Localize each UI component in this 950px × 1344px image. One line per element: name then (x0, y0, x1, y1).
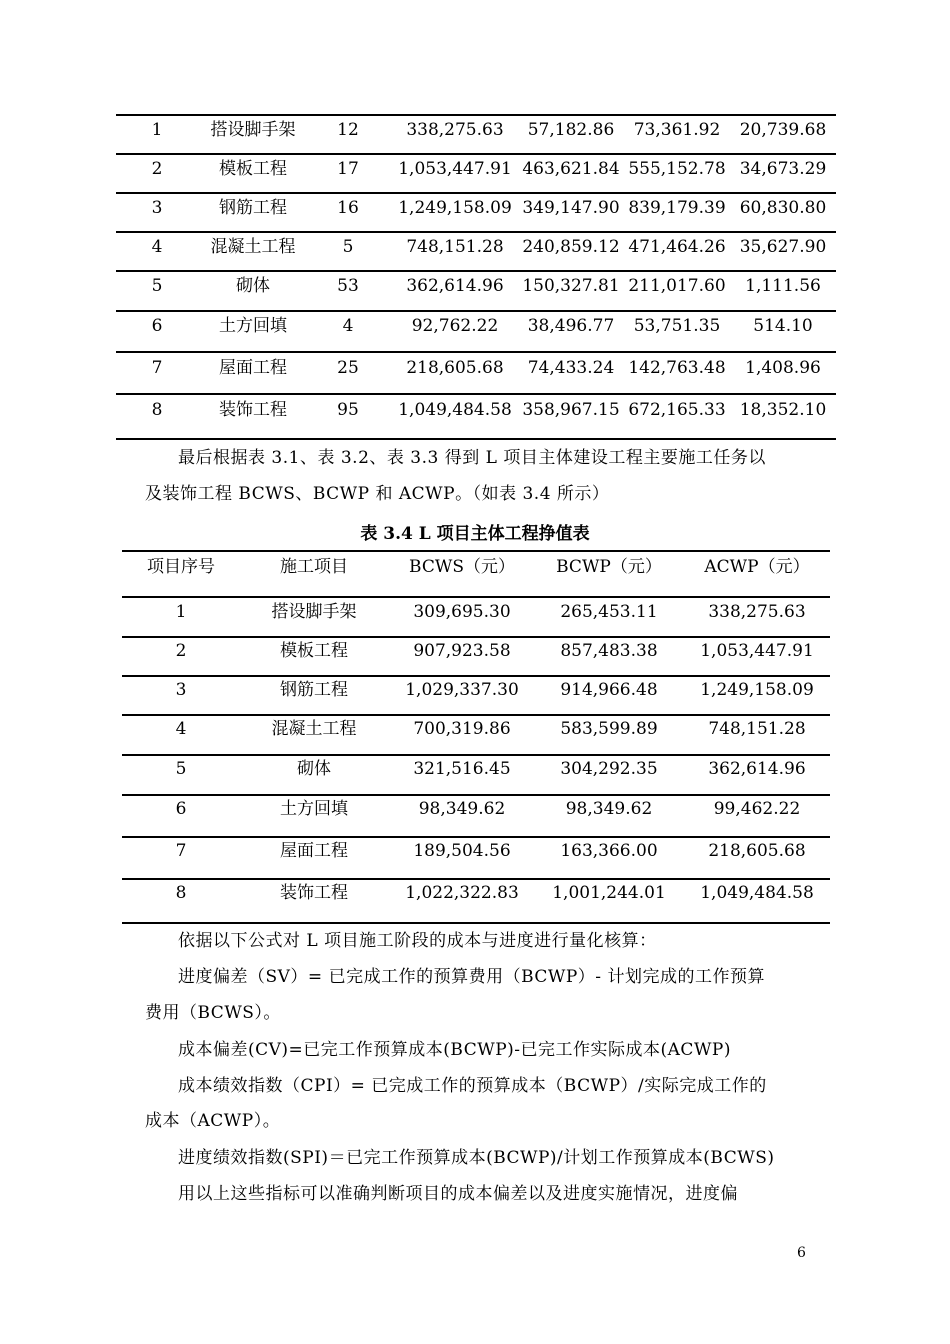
body-p6: 用以上这些指标可以准确判断项目的成本偏差以及进度实施情况，进度偏 (178, 1184, 738, 1204)
table-cell: 8 (175, 883, 187, 903)
table-cell: 321,516.45 (413, 759, 511, 779)
table-cell: 7 (151, 358, 163, 378)
table-header-cell: BCWP（元） (556, 557, 662, 577)
table-rule (116, 192, 836, 194)
table-cell: 98,349.62 (565, 799, 653, 819)
table-cell: 53 (337, 276, 359, 296)
table-cell: 砌体 (236, 276, 270, 296)
table-cell: 471,464.26 (628, 237, 726, 257)
table-header-cell: BCWS（元） (409, 557, 515, 577)
table-cell: 74,433.24 (527, 358, 615, 378)
table-cell: 839,179.39 (628, 198, 726, 218)
table-rule (122, 878, 830, 880)
table-cell: 1,001,244.01 (552, 883, 666, 903)
table-cell: 4 (342, 316, 354, 336)
table-rule (122, 922, 830, 924)
table-cell: 5 (175, 759, 187, 779)
table-cell: 309,695.30 (413, 602, 511, 622)
table-cell: 98,349.62 (418, 799, 506, 819)
table-cell: 240,859.12 (522, 237, 620, 257)
table-cell: 150,327.81 (522, 276, 620, 296)
table-cell: 218,605.68 (708, 841, 806, 861)
table-cell: 1,249,158.09 (398, 198, 512, 218)
table-cell: 1,053,447.91 (398, 159, 512, 179)
table-cell: 211,017.60 (628, 276, 726, 296)
table-cell: 748,151.28 (708, 719, 806, 739)
table-cell: 748,151.28 (406, 237, 504, 257)
table-cell: 25 (337, 358, 359, 378)
table-rule (116, 351, 836, 353)
body-p2-line2: 费用（BCWS）。 (145, 1003, 281, 1023)
table-rule (122, 596, 830, 598)
table-header-cell: 施工项目 (280, 557, 348, 577)
table-cell: 3 (151, 198, 163, 218)
table-cell: 装饰工程 (219, 400, 287, 420)
table-cell: 搭设脚手架 (210, 120, 296, 140)
body-p4-line2: 成本（ACWP）。 (145, 1111, 281, 1131)
table-cell: 混凝土工程 (271, 719, 357, 739)
table-cell: 338,275.63 (708, 602, 806, 622)
table-cell: 砌体 (297, 759, 331, 779)
table-cell: 1,111.56 (745, 276, 821, 296)
table-cell: 屋面工程 (219, 358, 287, 378)
table-cell: 914,966.48 (560, 680, 658, 700)
body-p4-line1: 成本绩效指数（CPI）= 已完成工作的预算成本（BCWP）/实际完成工作的 (178, 1076, 767, 1096)
table-cell: 搭设脚手架 (271, 602, 357, 622)
table-caption: 表 3.4 L 项目主体工程挣值表 (360, 524, 590, 544)
table-header-cell: ACWP（元） (704, 557, 810, 577)
table-cell: 358,967.15 (522, 400, 620, 420)
table-cell: 1,022,322.83 (405, 883, 519, 903)
table-cell: 857,483.38 (560, 641, 658, 661)
table-cell: 349,147.90 (522, 198, 620, 218)
table-cell: 57,182.86 (527, 120, 615, 140)
table-cell: 模板工程 (280, 641, 348, 661)
table-cell: 907,923.58 (413, 641, 511, 661)
table-cell: 2 (175, 641, 187, 661)
page-number: 6 (797, 1245, 806, 1261)
table-rule (116, 393, 836, 395)
table-cell: 60,830.80 (739, 198, 827, 218)
table-cell: 钢筋工程 (280, 680, 348, 700)
table-cell: 18,352.10 (739, 400, 827, 420)
table-cell: 5 (342, 237, 354, 257)
table-cell: 38,496.77 (527, 316, 615, 336)
table-cell: 463,621.84 (522, 159, 620, 179)
table-rule (116, 270, 836, 272)
table-cell: 1,049,484.58 (398, 400, 512, 420)
table-cell: 装饰工程 (280, 883, 348, 903)
table-rule (122, 550, 830, 552)
table-cell: 95 (337, 400, 359, 420)
table-rule (116, 153, 836, 155)
body-p3: 成本偏差(CV)=已完工作预算成本(BCWP)-已完工作实际成本(ACWP) (178, 1040, 731, 1060)
table-cell: 1,408.96 (745, 358, 821, 378)
table-rule (116, 438, 836, 440)
table-cell: 土方回填 (280, 799, 348, 819)
table-cell: 20,739.68 (739, 120, 827, 140)
table-cell: 92,762.22 (411, 316, 499, 336)
table-cell: 1,049,484.58 (700, 883, 814, 903)
table-cell: 189,504.56 (413, 841, 511, 861)
body-p5: 进度绩效指数(SPI)＝已完工作预算成本(BCWP)/计划工作预算成本(BCWS) (178, 1148, 775, 1168)
table-cell: 555,152.78 (628, 159, 726, 179)
table-cell: 3 (175, 680, 187, 700)
table-cell: 700,319.86 (413, 719, 511, 739)
table-rule (116, 231, 836, 233)
table-rule (122, 714, 830, 716)
table-cell: 53,751.35 (633, 316, 721, 336)
table-cell: 142,763.48 (628, 358, 726, 378)
table-cell: 304,292.35 (560, 759, 658, 779)
table-cell: 5 (151, 276, 163, 296)
table-cell: 7 (175, 841, 187, 861)
table-cell: 17 (337, 159, 359, 179)
table-header-cell: 项目序号 (147, 557, 215, 577)
table-cell: 1 (175, 602, 187, 622)
table-cell: 土方回填 (219, 316, 287, 336)
table-rule (116, 310, 836, 312)
table-cell: 362,614.96 (406, 276, 504, 296)
table-cell: 模板工程 (219, 159, 287, 179)
table-cell: 6 (151, 316, 163, 336)
table-cell: 6 (175, 799, 187, 819)
table-rule (116, 114, 836, 116)
table-cell: 99,462.22 (713, 799, 801, 819)
table-rule (122, 636, 830, 638)
table-cell: 583,599.89 (560, 719, 658, 739)
table-rule (122, 675, 830, 677)
table-cell: 2 (151, 159, 163, 179)
table-cell: 163,366.00 (560, 841, 658, 861)
body-p1: 依据以下公式对 L 项目施工阶段的成本与进度进行量化核算： (178, 931, 657, 951)
table-cell: 屋面工程 (280, 841, 348, 861)
table-cell: 514.10 (753, 316, 813, 336)
table-cell: 混凝土工程 (210, 237, 296, 257)
table-rule (122, 836, 830, 838)
table-cell: 4 (151, 237, 163, 257)
table-cell: 672,165.33 (628, 400, 726, 420)
table-cell: 73,361.92 (633, 120, 721, 140)
table-cell: 12 (337, 120, 359, 140)
table-cell: 338,275.63 (406, 120, 504, 140)
table-cell: 1,249,158.09 (700, 680, 814, 700)
table-cell: 34,673.29 (739, 159, 827, 179)
body-p2-line1: 进度偏差（SV）= 已完成工作的预算费用（BCWP）- 计划完成的工作预算 (178, 967, 765, 987)
table-cell: 362,614.96 (708, 759, 806, 779)
table-cell: 265,453.11 (560, 602, 658, 622)
table-rule (122, 794, 830, 796)
table-cell: 1,029,337.30 (405, 680, 519, 700)
table-cell: 218,605.68 (406, 358, 504, 378)
table-cell: 钢筋工程 (219, 198, 287, 218)
intro-line-2: 及装饰工程 BCWS、BCWP 和 ACWP。（如表 3.4 所示） (145, 484, 610, 504)
table-cell: 4 (175, 719, 187, 739)
table-cell: 1,053,447.91 (700, 641, 814, 661)
intro-line-1: 最后根据表 3.1、表 3.2、表 3.3 得到 L 项目主体建设工程主要施工任务以 (178, 448, 766, 468)
table-cell: 8 (151, 400, 163, 420)
table-cell: 16 (337, 198, 359, 218)
table-cell: 1 (151, 120, 163, 140)
table-cell: 35,627.90 (739, 237, 827, 257)
table-rule (122, 754, 830, 756)
